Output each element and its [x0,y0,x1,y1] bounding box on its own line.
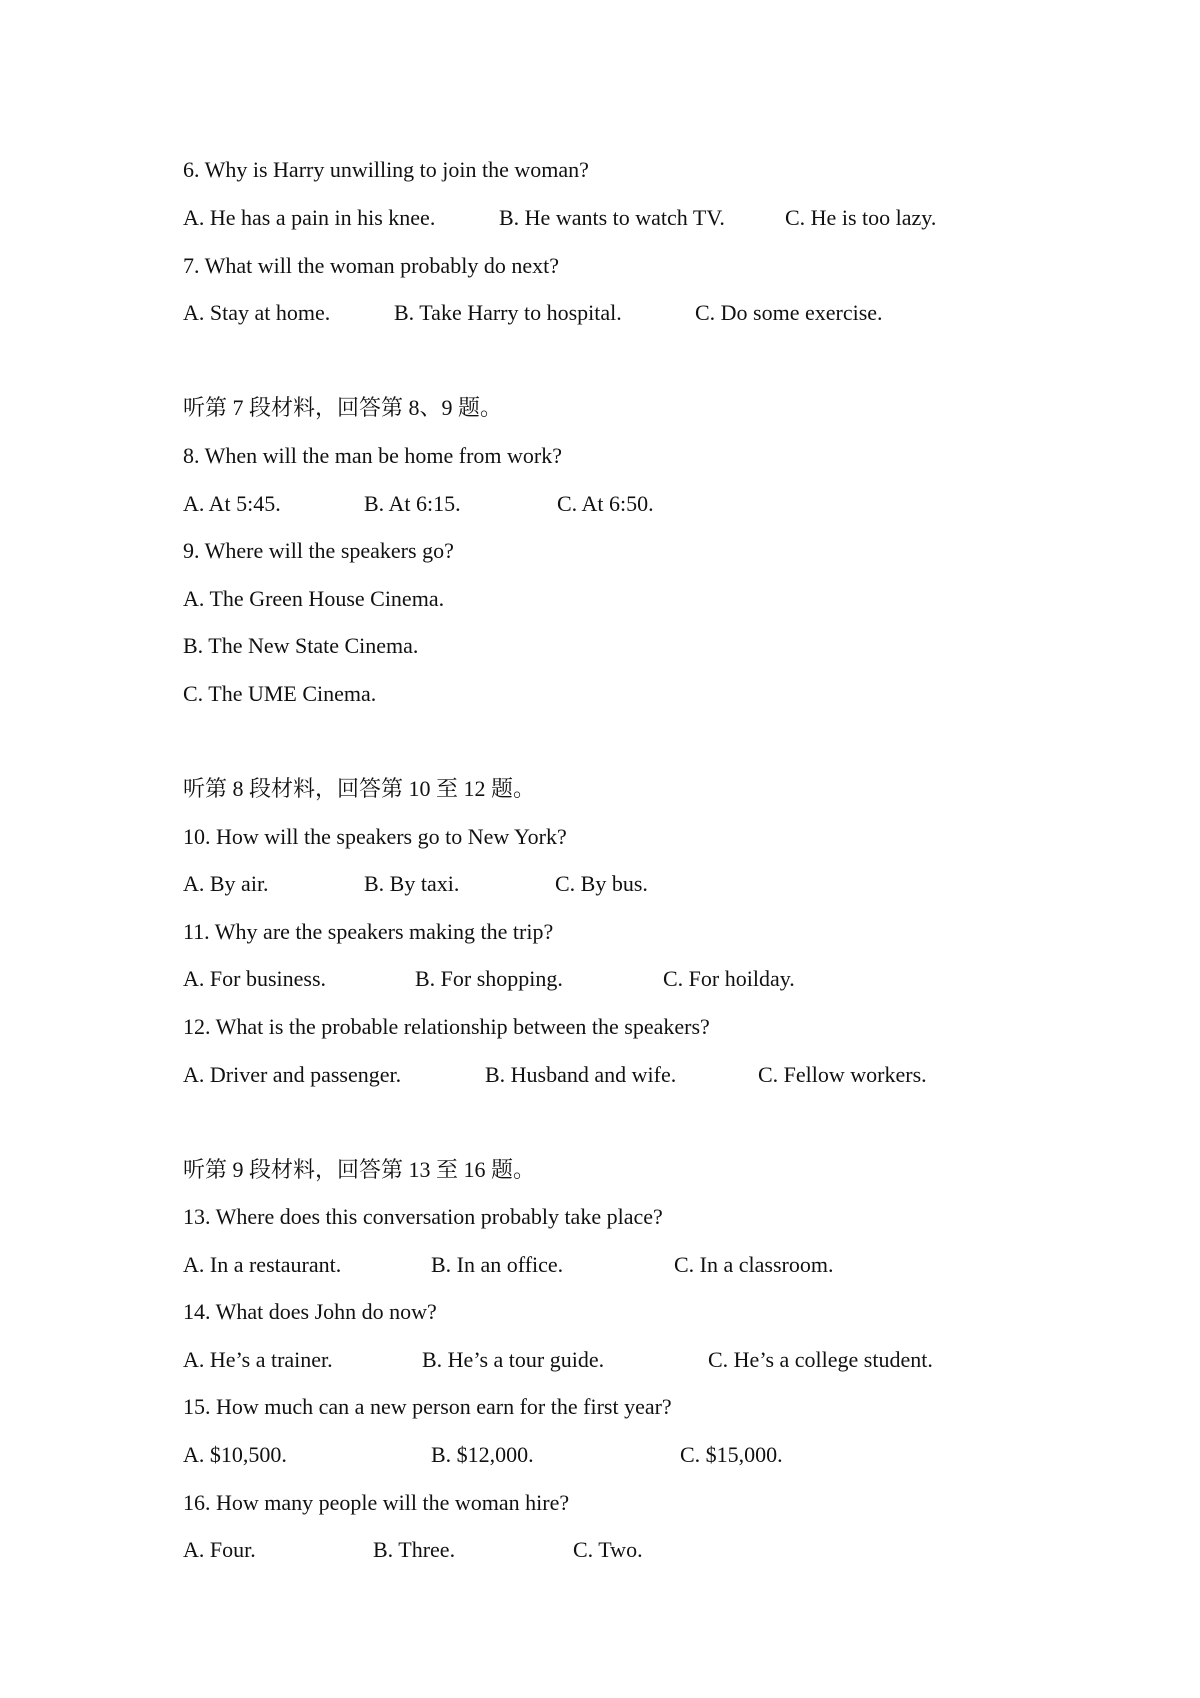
option-a: A. For business. [183,966,327,991]
option-a: A. Driver and passenger. [183,1062,402,1087]
question-9-option-a: A. The Green House Cinema. [183,586,445,611]
question-8-stem: 8. When will the man be home from work? [183,443,562,468]
question-12-stem: 12. What is the probable relationship between the speakers? [183,1014,710,1039]
option-c: C. For hoilday. [663,966,795,991]
question-13-stem: 13. Where does this conversation probably take place? [183,1204,663,1229]
option-a: A. In a restaurant. [183,1252,342,1277]
question-9-option-c: C. The UME Cinema. [183,681,377,706]
option-b: B. He’s a tour guide. [422,1347,605,1372]
option-c: C. In a classroom. [674,1252,834,1277]
option-a: A. Stay at home. [183,300,331,325]
option-a: A. Four. [183,1537,256,1562]
question-9-stem: 9. Where will the speakers go? [183,538,454,563]
question-11-stem: 11. Why are the speakers making the trip? [183,919,554,944]
option-c: C. Fellow workers. [758,1062,927,1087]
option-b: B. By taxi. [364,871,460,896]
option-b: B. He wants to watch TV. [499,205,725,230]
option-b: B. Take Harry to hospital. [394,300,622,325]
question-7-stem: 7. What will the woman probably do next? [183,253,559,278]
option-a: A. At 5:45. [183,491,281,516]
option-a: A. He has a pain in his knee. [183,205,436,230]
option-b: B. In an office. [431,1252,564,1277]
option-a: A. $10,500. [183,1442,287,1467]
question-14-stem: 14. What does John do now? [183,1299,437,1324]
option-b: B. Three. [373,1537,456,1562]
section-7-heading: 听第 7 段材料，回答第 8、9 题。 [183,395,503,420]
question-9-option-b: B. The New State Cinema. [183,633,419,658]
question-15-stem: 15. How much can a new person earn for the first year? [183,1394,672,1419]
option-b: B. For shopping. [415,966,563,991]
option-b: B. At 6:15. [364,491,461,516]
option-c: C. At 6:50. [557,491,654,516]
option-b: B. Husband and wife. [485,1062,677,1087]
option-c: C. By bus. [555,871,648,896]
section-8-heading: 听第 8 段材料，回答第 10 至 12 题。 [183,776,536,801]
question-10-stem: 10. How will the speakers go to New York? [183,824,567,849]
question-16-stem: 16. How many people will the woman hire? [183,1490,570,1515]
option-c: C. Do some exercise. [695,300,883,325]
option-a: A. By air. [183,871,269,896]
option-c: C. He’s a college student. [708,1347,933,1372]
option-c: C. $15,000. [680,1442,783,1467]
question-6-stem: 6. Why is Harry unwilling to join the woman? [183,157,589,182]
section-9-heading: 听第 9 段材料，回答第 13 至 16 题。 [183,1157,536,1182]
option-b: B. $12,000. [431,1442,534,1467]
option-a: A. He’s a trainer. [183,1347,333,1372]
option-c: C. He is too lazy. [785,205,937,230]
option-c: C. Two. [573,1537,643,1562]
